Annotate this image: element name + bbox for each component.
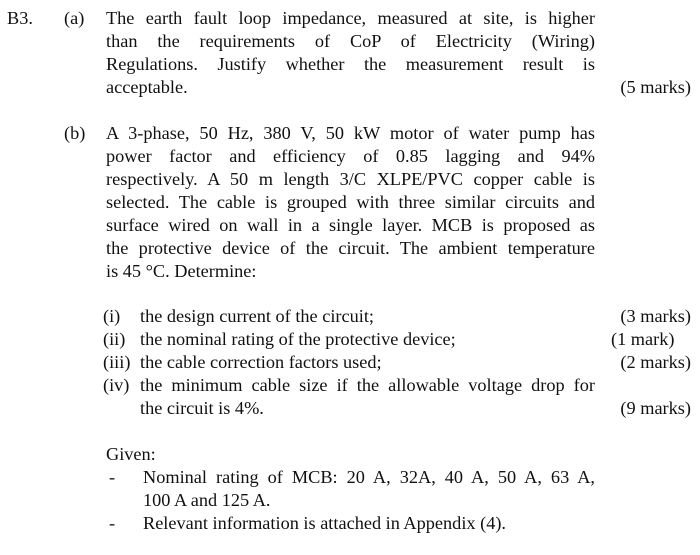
subpart-text: the design current of the circuit;: [140, 306, 375, 326]
part-b-label: (b): [64, 123, 86, 143]
part-a-line: acceptable.: [106, 77, 188, 97]
part-a-line: than the requirements of CoP of Electricity (Wiring): [106, 31, 595, 51]
part-b-line: is 45 °C. Determine:: [106, 261, 257, 281]
part-b-line: A 3-phase, 50 Hz, 380 V, 50 kW motor of water pump has: [106, 123, 595, 143]
subpart-marks: (2 marks): [620, 352, 691, 372]
given-item-text: Nominal rating of MCB: 20 A, 32A, 40 A, 50 A, 63 A,: [143, 467, 595, 487]
part-b-line: surface wired on wall in a single layer. MCB is proposed as: [106, 215, 595, 235]
part-a-marks: (5 marks): [620, 77, 691, 97]
subpart-text: the minimum cable size if the allowable voltage drop for: [140, 375, 595, 395]
part-b-line: the protective device of the circuit. The ambient temperature: [106, 238, 595, 258]
subpart-marks: (3 marks): [620, 306, 691, 326]
subpart-label: (iv): [103, 375, 130, 395]
subpart-marks: (9 marks): [620, 398, 691, 418]
part-b-line: respectively. A 50 m length 3/C XLPE/PVC copper cable is: [106, 169, 595, 189]
part-a-line: Regulations. Justify whether the measurement result is: [106, 54, 595, 74]
part-a-label: (a): [64, 8, 85, 28]
bullet-dash: -: [109, 513, 116, 533]
given-heading: Given:: [106, 444, 156, 464]
given-item-text: Relevant information is attached in Appendix (4).: [143, 513, 506, 533]
part-b-line: selected. The cable is grouped with three similar circuits and: [106, 192, 595, 212]
subpart-text: the nominal rating of the protective device;: [140, 329, 456, 349]
given-item-text-continued: 100 A and 125 A.: [143, 490, 271, 510]
question-number: B3.: [7, 8, 33, 28]
subpart-label: (ii): [103, 329, 126, 349]
subpart-label: (iii): [103, 352, 131, 372]
bullet-dash: -: [109, 467, 116, 487]
part-b-line: power factor and efficiency of 0.85 lagging and 94%: [106, 146, 595, 166]
part-a-line: The earth fault loop impedance, measured at site, is higher: [106, 8, 595, 28]
subpart-marks: (1 mark): [611, 329, 675, 349]
subpart-text-continued: the circuit is 4%.: [140, 398, 264, 418]
subpart-text: the cable correction factors used;: [140, 352, 382, 372]
subpart-label: (i): [103, 306, 121, 326]
